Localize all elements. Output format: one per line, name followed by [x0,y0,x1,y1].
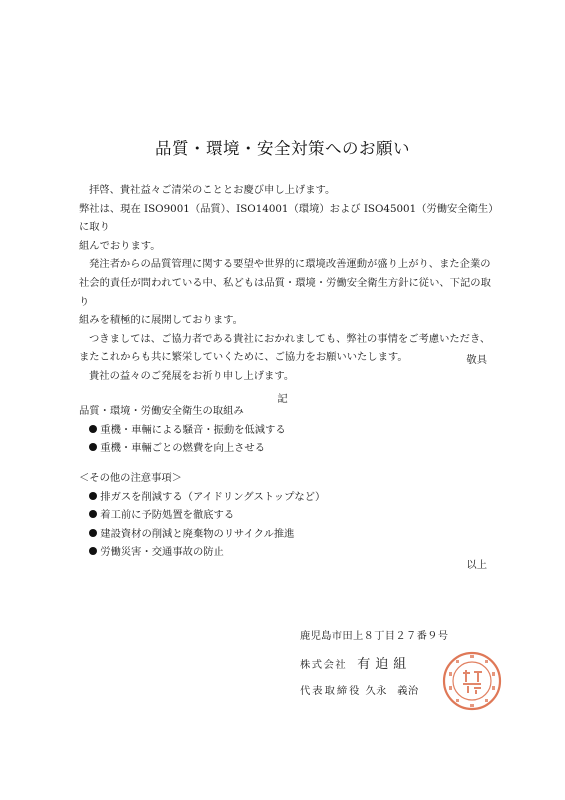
list-item: 着工前に予防処置を徹底する [89,506,325,525]
body-line: 発注者からの品質管理に関する要望や世界的に環境改善運動が盛り上がり、また企業の [89,258,491,271]
section-initiatives [79,402,286,458]
list-item: 建設資材の削減と廃棄物のリサイクル推進 [89,525,325,544]
body-line: またこれからも共に繁栄していくために、ご協力をお願いいたします。 [79,351,408,364]
representative-name: 久永 義治 [365,685,419,697]
body-line: つきましては、ご協力者である貴社におかれましても、弊社の事情をご考慮いただき、 [89,332,491,345]
section-heading: ＜その他の注意事項＞ [79,472,182,484]
representative-line [300,682,418,697]
closing-keigu: 敬具 [466,354,487,366]
body-line: 貴社の益々のご発展をお祈り申し上げます。 [89,369,295,382]
document-title: 品質・環境・安全対策へのお願い [155,139,410,158]
greeting-line: 拝啓、貴社益々ご清栄のこととお慶び申し上げます。 [89,184,336,196]
body-line: 組んでおります。 [79,239,161,252]
letter-body [79,181,499,386]
list-item: 重機・車輛による騒音・振動を低減する [89,421,286,440]
bullet-icon [89,425,97,433]
bullet-icon [89,510,97,518]
company-type: 株式会社 [300,659,348,671]
body-line: 組みを積極的に展開しております。 [79,314,243,327]
ki-marker: 記 [277,393,288,405]
list-item: 排ガスを削減する（アイドリングストップなど） [89,488,325,507]
section-heading: 品質・環境・労働安全衛生の取組み [79,405,244,417]
representative-role: 代表取締役 [300,685,362,697]
body-line: 弊社は、現在 ISO9001（品質）、ISO14001（環境）および ISO45001（労働安全衛生）に取り [79,202,499,234]
list-item: 重機・車輛ごとの燃費を向上させる [89,439,286,458]
section-other-notes [79,469,325,562]
company-seal-stamp [441,650,503,712]
company-name: 有迫組 [357,657,412,672]
bullet-icon [89,443,97,451]
end-mark: 以上 [466,559,487,571]
bullet-icon [89,547,97,555]
bullet-icon [89,492,97,500]
company-address: 鹿児島市田上８丁目２７番９号 [300,630,449,642]
company-name-line [300,653,411,672]
body-line: 社会的責任が問われている中、私どもは品質・環境・労働安全衛生方針に従い、下記の取り [79,276,491,308]
bullet-icon [89,529,97,537]
list-item: 労働災害・交通事故の防止 [89,543,325,562]
